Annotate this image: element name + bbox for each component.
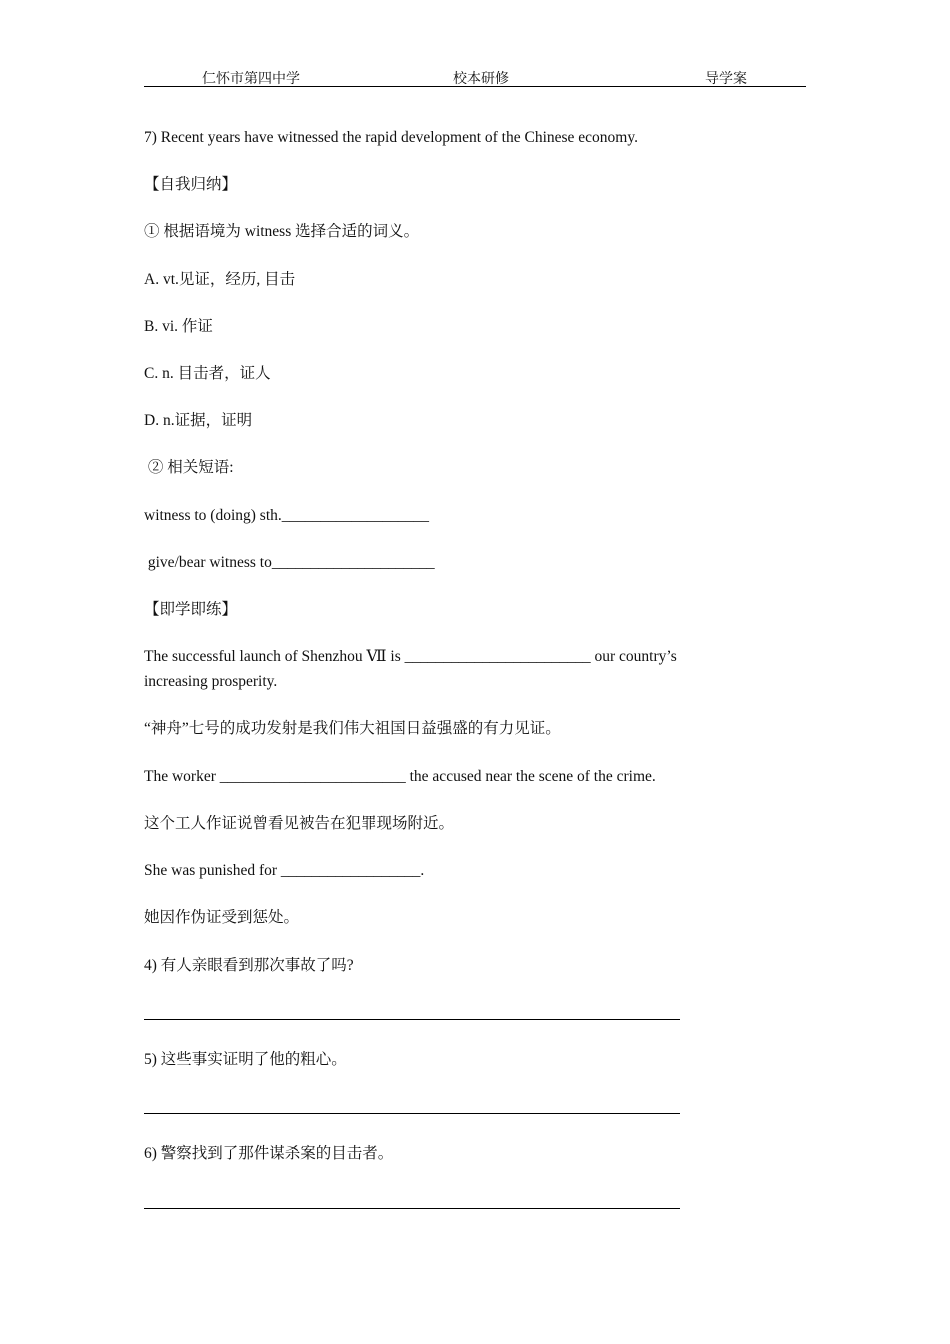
related-phrases-heading: ② 相关短语: xyxy=(144,459,234,476)
option-a: A. vt.见证，经历, 目击 xyxy=(144,271,296,288)
header-title: 校本研修 xyxy=(453,72,509,87)
practice-translation-3: 她因作伪证受到惩处。 xyxy=(144,909,300,926)
section-self-summary: 【自我归纳】 xyxy=(144,176,238,193)
option-b: B. vi. 作证 xyxy=(144,318,213,335)
phrase-give-bear-witness: give/bear witness to_____________________ xyxy=(144,554,435,571)
header-school: 仁怀市第四中学 xyxy=(202,72,300,87)
page-header xyxy=(144,66,806,87)
phrase-witness-to: witness to (doing) sth.___________________ xyxy=(144,507,430,524)
practice-sentence-1: The successful launch of Shenzhou Ⅶ is ________________________ our country’s increasing prosperity. xyxy=(144,648,677,690)
option-d: D. n.证据，证明 xyxy=(144,412,253,429)
header-doc-type: 导学案 xyxy=(705,72,747,87)
practice-translation-2: 这个工人作证说曾看见被告在犯罪现场附近。 xyxy=(144,815,455,832)
practice-translation-1: “神舟”七号的成功发射是我们伟大祖国日益强盛的有力见证。 xyxy=(144,720,561,737)
practice-sentence-3: She was punished for __________________. xyxy=(144,862,425,879)
practice-sentence-2: The worker ________________________ the accused near the scene of the crime. xyxy=(144,768,656,785)
translation-question-6: 6) 警察找到了那件谋杀案的目击者。 xyxy=(144,1145,394,1162)
section-practice: 【即学即练】 xyxy=(144,601,238,618)
instruction-choose-meaning: ① 根据语境为 witness 选择合适的词义。 xyxy=(144,223,420,240)
example-sentence-7: 7) Recent years have witnessed the rapid development of the Chinese economy. xyxy=(144,129,638,146)
answer-line-4 xyxy=(144,1019,680,1020)
answer-line-5 xyxy=(144,1113,680,1114)
answer-line-6 xyxy=(144,1208,680,1209)
translation-question-4: 4) 有人亲眼看到那次事故了吗? xyxy=(144,957,354,974)
option-c: C. n. 目击者，证人 xyxy=(144,365,271,382)
translation-question-5: 5) 这些事实证明了他的粗心。 xyxy=(144,1051,347,1068)
